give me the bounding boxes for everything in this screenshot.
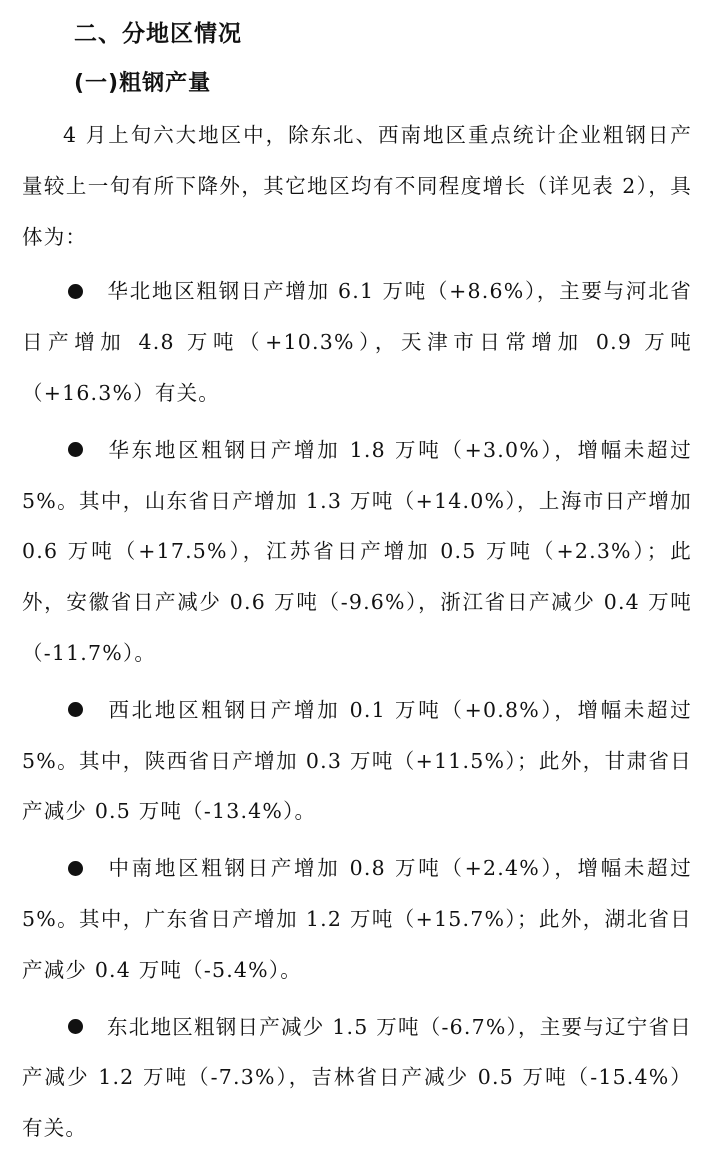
intro-paragraph: 4 月上旬六大地区中，除东北、西南地区重点统计企业粗钢日产量较上一旬有所下降外，其它地区均有不同程度增长（详见表 2），具体为： — [22, 123, 692, 249]
bullet-dot-icon — [68, 284, 83, 299]
bullet-item-north-china — [22, 266, 692, 418]
bullet-text: 东北地区粗钢日产减少 1.5 万吨（-6.7%），主要与辽宁省日产减少 1.2 万吨（-7.3%），吉林省日产减少 0.5 万吨（-15.4%）有关。 — [22, 1014, 692, 1141]
document-page — [22, 14, 692, 1160]
bullet-item-east-china — [22, 425, 692, 679]
bullet-dot-icon — [68, 442, 83, 457]
section-title: 二、分地区情况 — [74, 21, 242, 47]
bullet-item-northeast — [22, 1002, 692, 1154]
bullet-text: 西北地区粗钢日产增加 0.1 万吨（+0.8%），增幅未超过 5%。其中，陕西省日产增加 0.3 万吨（+11.5%）；此外，甘肃省日产减少 0.5 万吨（-13.4%）。 — [22, 697, 692, 824]
bullet-dot-icon — [68, 1019, 83, 1034]
bullet-text: 中南地区粗钢日产增加 0.8 万吨（+2.4%），增幅未超过 5%。其中，广东省日产增加 1.2 万吨（+15.7%）；此外，湖北省日产减少 0.4 万吨（-5.4%）。 — [22, 856, 692, 982]
subsection-title: (一)粗钢产量 — [74, 71, 212, 96]
bullet-item-northwest — [22, 685, 692, 837]
bullet-text: 华东地区粗钢日产增加 1.8 万吨（+3.0%），增幅未超过 5%。其中，山东省日产增加 1.3 万吨（+14.0%），上海市日产增加 0.6 万吨（+17.5%），江苏省日产增加 0.5 万吨（+2.3%）；此外，安徽省日产减少 0.6 万吨（-9.6%），浙江省日产减少 0.4 万吨（-11.7%）。 — [22, 437, 692, 665]
bullet-dot-icon — [68, 861, 83, 876]
bullet-text: 华北地区粗钢日产增加 6.1 万吨（+8.6%），主要与河北省日产增加 4.8 万吨（+10.3%），天津市日常增加 0.9 万吨（+16.3%）有关。 — [22, 279, 692, 405]
bullet-dot-icon — [68, 702, 83, 717]
bullet-item-central-south — [22, 843, 692, 995]
